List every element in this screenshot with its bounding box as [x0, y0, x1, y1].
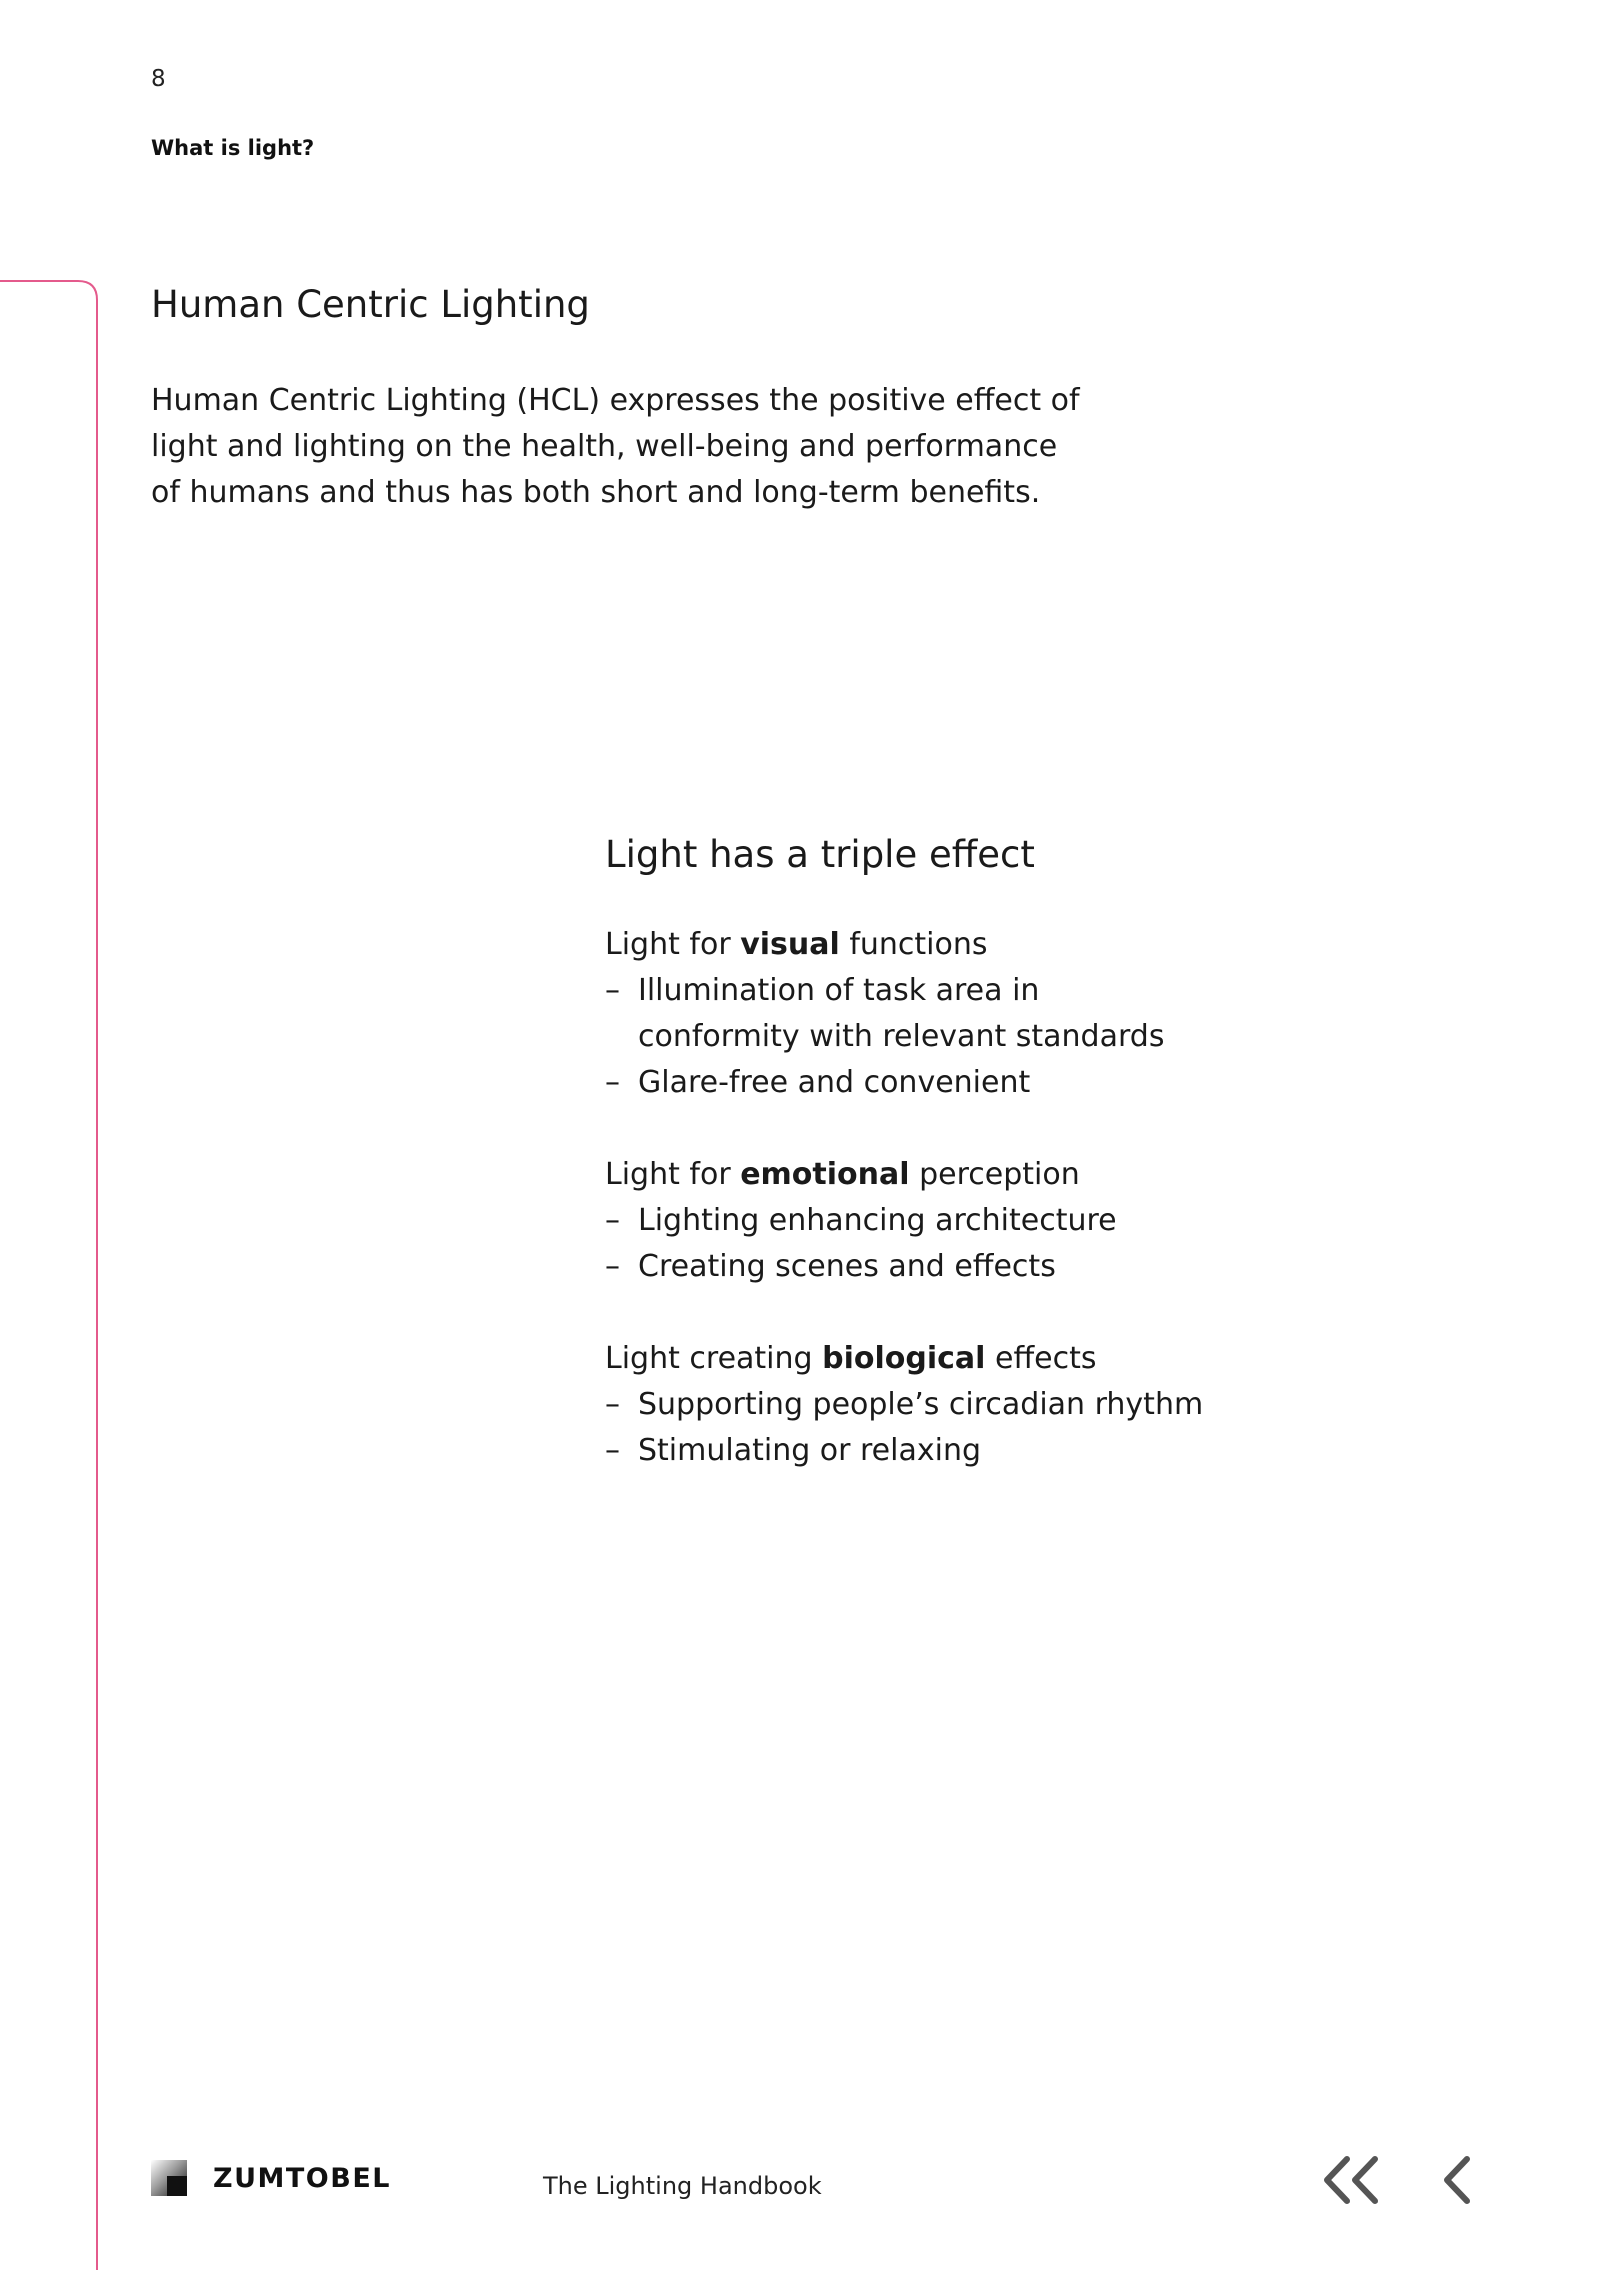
- double-chevron-left-icon: [1319, 2155, 1383, 2205]
- intro-line: of humans and thus has both short and long-term benefits.: [151, 475, 1041, 510]
- accent-line: [0, 0, 100, 2270]
- effect-group-visual: [605, 922, 1405, 1106]
- footer-title: The Lighting Handbook: [543, 2172, 822, 2200]
- first-page-button[interactable]: [1316, 2152, 1386, 2208]
- brand-logo: [151, 2160, 391, 2196]
- previous-page-button[interactable]: [1432, 2152, 1482, 2208]
- triple-effect-title: Light has a triple effect: [605, 833, 1035, 876]
- intro-line: Human Centric Lighting (HCL) expresses the positive effect of: [151, 383, 1080, 418]
- list-item: – Illumination of task area in conformity with relevant standards: [605, 968, 1198, 1060]
- page-title: Human Centric Lighting: [151, 283, 590, 326]
- effect-lead: Light creating biological effects: [605, 1341, 1097, 1376]
- logo-mark-icon: [151, 2160, 187, 2196]
- effect-keyword: visual: [740, 927, 840, 962]
- effect-keyword: biological: [822, 1341, 986, 1376]
- effect-list: [605, 1198, 1405, 1290]
- effect-list: [605, 968, 1405, 1106]
- effect-group-emotional: [605, 1152, 1405, 1290]
- effect-list: [605, 1382, 1405, 1474]
- list-item: – Glare-free and convenient: [605, 1060, 1405, 1106]
- triple-effect-section: [605, 832, 1405, 1520]
- intro-line: light and lighting on the health, well-being and performance: [151, 429, 1058, 464]
- effect-lead: Light for emotional perception: [605, 1157, 1080, 1192]
- effect-keyword: emotional: [740, 1157, 910, 1192]
- intro-paragraph: [151, 378, 1080, 516]
- brand-name: ZUMTOBEL: [213, 2162, 391, 2194]
- effect-group-biological: [605, 1336, 1405, 1474]
- list-item: – Stimulating or relaxing: [605, 1428, 1405, 1474]
- list-item: – Creating scenes and effects: [605, 1244, 1405, 1290]
- effect-lead: Light for visual functions: [605, 927, 988, 962]
- list-item: – Supporting people’s circadian rhythm: [605, 1382, 1405, 1428]
- chevron-left-icon: [1439, 2155, 1475, 2205]
- page-number: 8: [151, 66, 166, 92]
- section-title: What is light?: [151, 136, 315, 160]
- list-item: – Lighting enhancing architecture: [605, 1198, 1405, 1244]
